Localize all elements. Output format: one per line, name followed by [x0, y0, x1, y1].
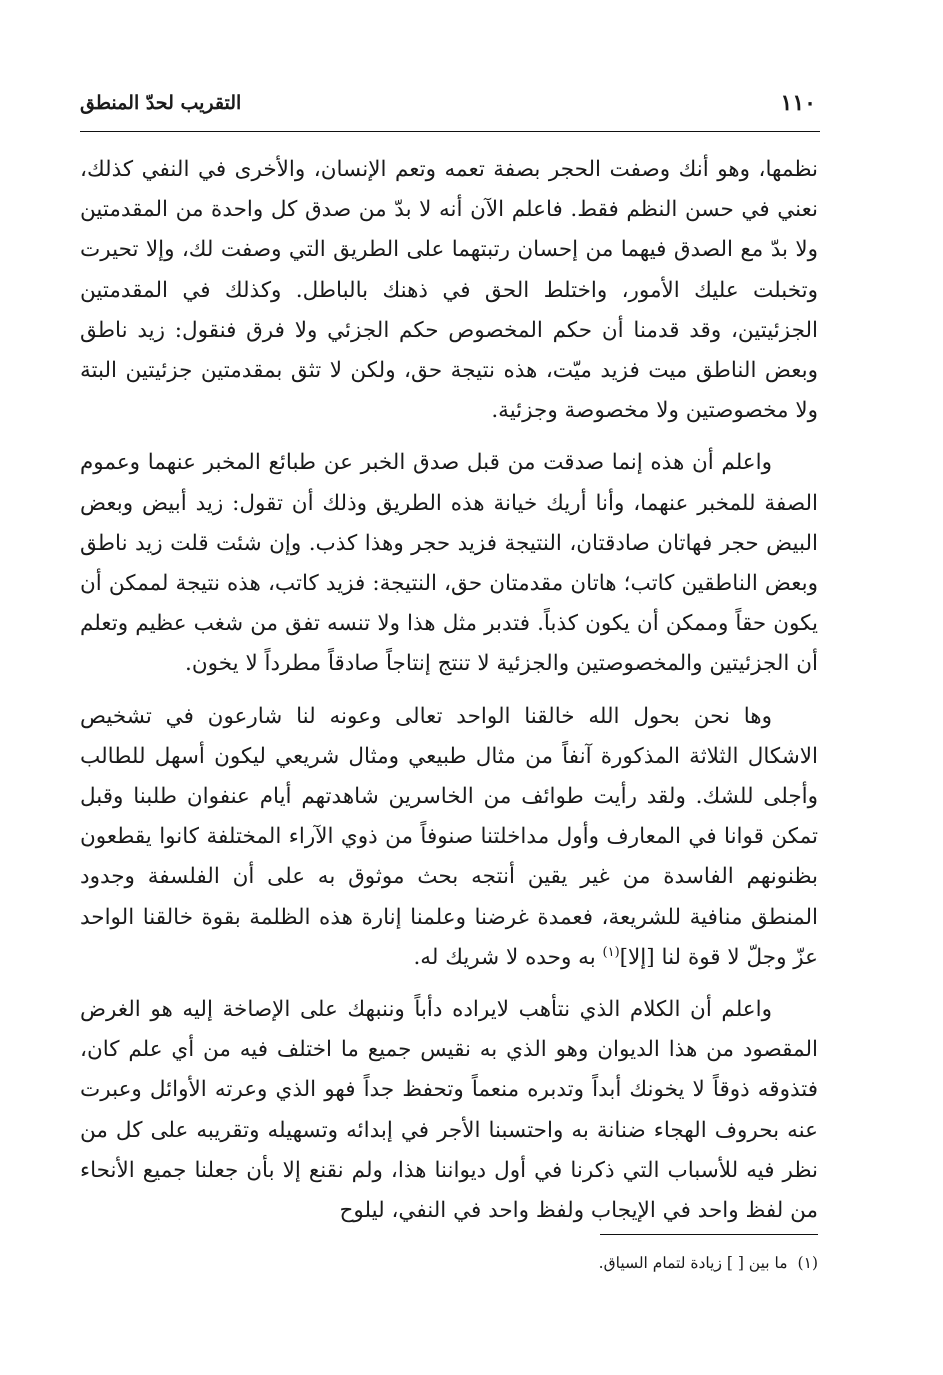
paragraph-3-text: وها نحن بحول الله خالقنا الواحد تعالى وعونه لنا شارعون في تشخيص الاشكال الثلاثة المذكورة آنفاً من مثال طبيعي ومثال شريعي ليكون أسهل للطالب وأجلى للشك. ولقد رأيت طوائف من الخاسرين شاهدتهم أيام عنفوان طلبنا وقبل تمكن قوانا في المعارف وأول مداخلتنا صنوفاً من ذوي الآراء المختلفة كانوا يقطعون بظنونهم الفاسدة من غير يقين أنتجه بحث موثوق به على أن الفلسفة وجدود المنطق منافية للشريعة، فعمدة غرضنا وعلمنا إنارة هذه الظلمة بقوة خالقنا الواحد عزّ وجلّ لا قوة لنا	[80, 703, 818, 970]
paragraph-4: واعلم أن الكلام الذي نتأهب لايراده دأباً وننبهك على الإصاخة إليه هو الغرض المقصود من هذا الديوان وهو الذي به نقيس جميع ما اختلف فيه من أي علم كان، فتذوقه ذوقاً لا يخونك أبداً وتدبره منعماً وتحفظ جداً فهو الذي وعرته الأوائل وعبرت عنه بحروف الهجاء ضنانة به واحتسبنا الأجر في إبدائه وتسهيله وتقريبه على كل من نظر فيه للأسباب التي ذكرنا في أول ديواننا هذا، ولم نقنع إلا بأن جعلنا جميع الأنحاء من لفظ واحد في الإيجاب ولفظ واحد في النفي، ليلوح	[80, 997, 818, 1224]
footnote-number: (١)	[797, 1254, 818, 1272]
body-text	[80, 150, 818, 1243]
inserted-bracket-text: [إلا]	[619, 944, 655, 970]
paragraph-3-tail: به وحده لا شريك له.	[413, 944, 603, 970]
footnote	[80, 1252, 818, 1274]
page-number: ١١٠	[780, 90, 816, 116]
page-header	[80, 90, 820, 126]
header-rule	[80, 131, 820, 132]
paragraph-3	[80, 697, 818, 978]
footnote-text: ما بين [ ] زيادة لتمام السياق.	[598, 1254, 788, 1272]
running-title: التقريب لحدّ المنطق	[80, 92, 242, 114]
footnote-reference[interactable]: (١)	[602, 944, 620, 960]
paragraph-1: نظمها، وهو أنك وصفت الحجر بصفة تعمه وتعم الإنسان، والأخرى في النفي كذلك، نعني في حسن النظم فقط. فاعلم الآن أنه لا بدّ من صدق كل واحدة من المقدمتين ولا بدّ مع الصدق فيهما من إحسان رتبتهما على الطريق التي وصفت لك، وإلا تحيرت وتخبلت عليك الأمور، واختلط الحق في ذهنك بالباطل. وكذلك في المقدمتين الجزئيتين، وقد قدمنا أن حكم المخصوص حكم الجزئي ولا فرق فنقول: زيد ناطق وبعض الناطق ميت فزيد ميّت، هذه نتيجة حق، ولكن لا تثق بمقدمتين جزئيتين البتة ولا مخصوصتين ولا مخصوصة وجزئية.	[80, 157, 818, 424]
footnote-separator	[600, 1234, 818, 1235]
paragraph-2: واعلم أن هذه إنما صدقت من قبل صدق الخبر عن طبائع المخبر عنهما وعموم الصفة للمخبر عنهما، وأنا أريك خيانة هذه الطريق وذلك أن تقول: زيد أبيض وبعض البيض حجر فهاتان صادقتان، النتيجة فزيد حجر وهذا كذب. وإن شئت قلت زيد ناطق وبعض الناطقين كاتب؛ هاتان مقدمتان حق، النتيجة: فزيد كاتب، هذه نتيجة لممكن أن يكون حقاً وممكن أن يكون كذباً. فتدبر مثل هذا ولا تنسه تفق من شغب عظيم وتعلم أن الجزئيتين والمخصوصتين والجزئية لا تنتج إنتاجاً صادقاً مطرداً لا يخون.	[80, 450, 818, 677]
